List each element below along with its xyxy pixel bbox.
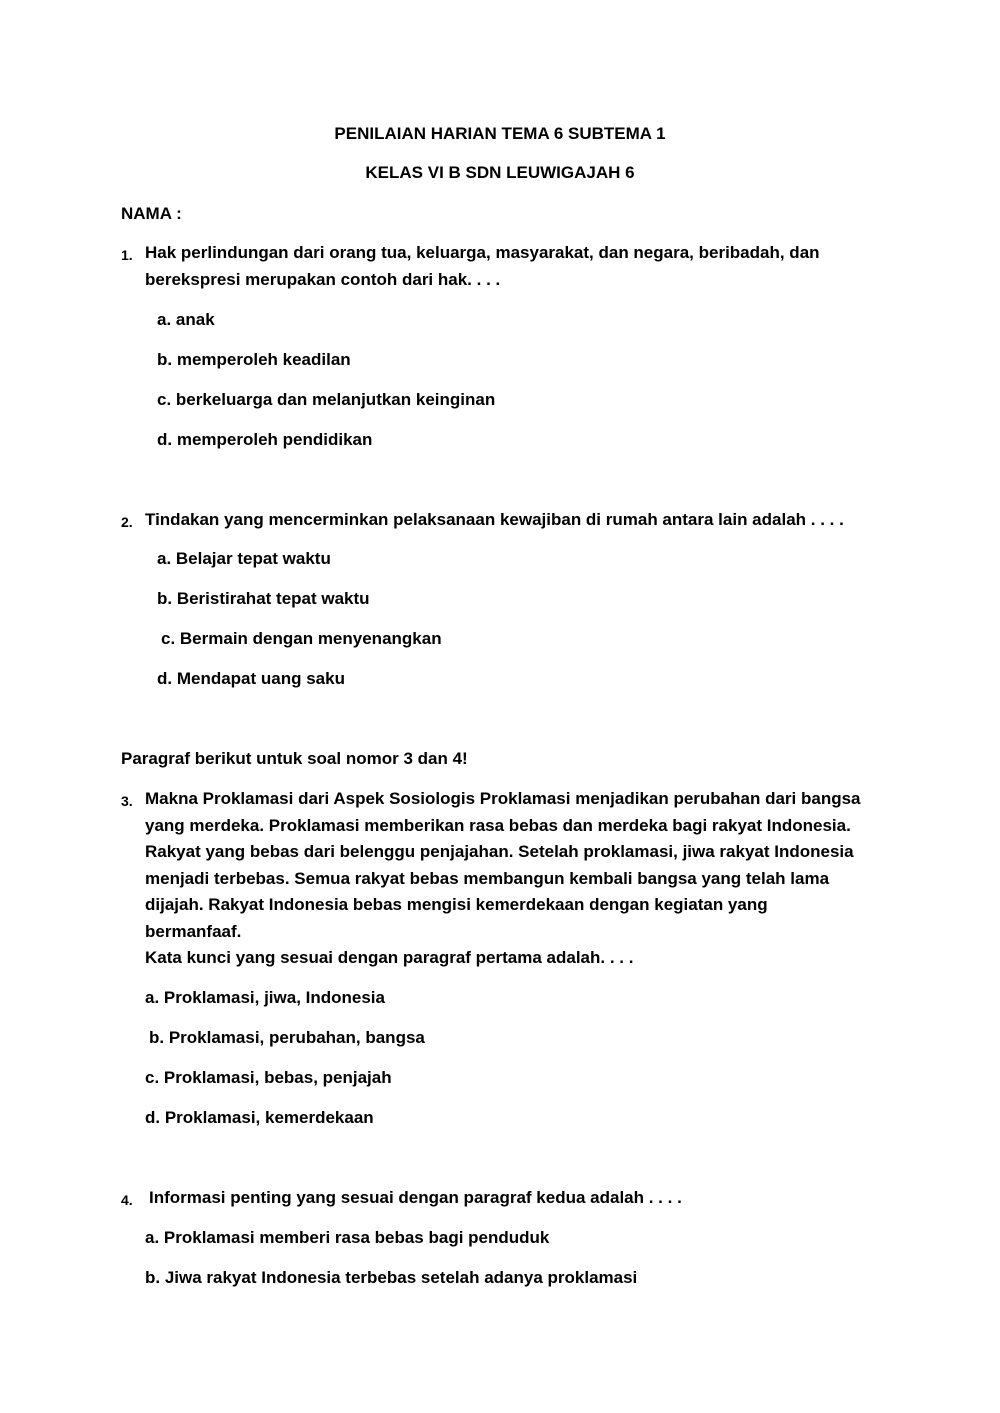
question-text-line: bermanfaaf. [145,922,242,941]
answer-option: b. Proklamasi, perubahan, bangsa [149,1028,425,1047]
answer-option: b. memperoleh keadilan [157,350,351,369]
answer-option: a. Proklamasi memberi rasa bebas bagi penduduk [145,1228,550,1247]
question-text-line: menjadi terbebas. Semua rakyat bebas membangun kembali bangsa yang telah lama [145,869,830,888]
question-text-line: Informasi penting yang sesuai dengan paragraf kedua adalah . . . . [149,1188,682,1207]
question-number: 1. [121,247,133,263]
question-text-line: Tindakan yang mencerminkan pelaksanaan kewajiban di rumah antara lain adalah . . . . [145,510,844,529]
answer-option: b. Jiwa rakyat Indonesia terbebas setelah adanya proklamasi [145,1268,638,1287]
question-number: 3. [121,793,133,809]
answer-option: d. Proklamasi, kemerdekaan [145,1108,374,1127]
question-number: 4. [121,1192,133,1208]
question-text-line: berekspresi merupakan contoh dari hak. . . . [145,270,501,289]
answer-option: a. Proklamasi, jiwa, Indonesia [145,988,385,1007]
answer-option: d. Mendapat uang saku [157,669,345,688]
question-text-line: Rakyat yang bebas dari belenggu penjajahan. Setelah proklamasi, jiwa rakyat Indonesia [145,842,854,861]
answer-option: b. Beristirahat tepat waktu [157,589,370,608]
question-number: 2. [121,514,133,530]
question-text-line: Hak perlindungan dari orang tua, keluarga, masyarakat, dan negara, beribadah, dan [145,243,820,262]
page-subtitle: KELAS VI B SDN LEUWIGAJAH 6 [365,163,635,182]
answer-option: c. berkeluarga dan melanjutkan keinginan [157,390,496,409]
answer-option: c. Bermain dengan menyenangkan [161,629,442,648]
question-text-line: Kata kunci yang sesuai dengan paragraf pertama adalah. . . . [145,948,634,967]
name-label: NAMA : [121,204,182,223]
answer-option: a. anak [157,310,215,329]
answer-option: c. Proklamasi, bebas, penjajah [145,1068,392,1087]
question-text-line: yang merdeka. Proklamasi memberikan rasa bebas dan merdeka bagi rakyat Indonesia. [145,816,851,835]
question-text-line: dijajah. Rakyat Indonesia bebas mengisi kemerdekaan dengan kegiatan yang [145,895,768,914]
answer-option: d. memperoleh pendidikan [157,430,373,449]
instruction-text: Paragraf berikut untuk soal nomor 3 dan 4! [121,749,468,768]
question-text-line: Makna Proklamasi dari Aspek Sosiologis Proklamasi menjadikan perubahan dari bangsa [145,789,861,808]
page-title: PENILAIAN HARIAN TEMA 6 SUBTEMA 1 [334,124,666,143]
answer-option: a. Belajar tepat waktu [157,549,331,568]
